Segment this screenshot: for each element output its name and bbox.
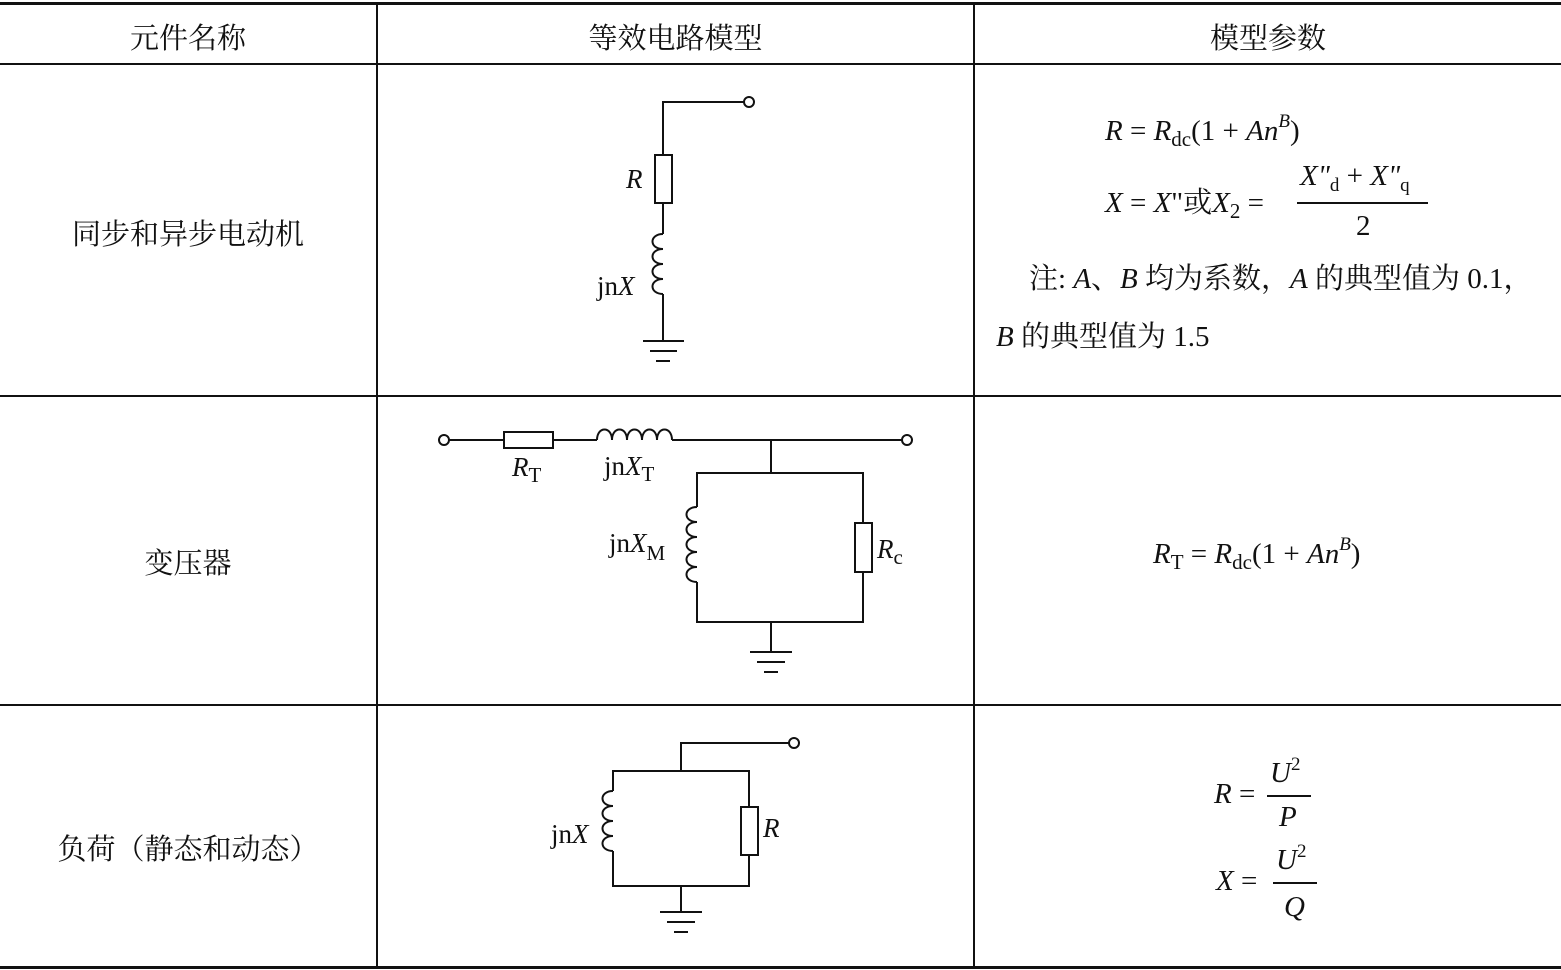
row-name-load: 负荷（静态和动态） xyxy=(57,832,319,866)
motor-x-equation: X = X"或$X_2$ = xyxy=(1105,187,1264,223)
motor-r-equation: $R = R_{dc}(1 + An^B)$ xyxy=(1105,111,1300,151)
motor-note-line1: 注: A、B 均为系数，A 的典型值为 0.1， xyxy=(1029,263,1533,295)
row-name-motor: 同步和异步电动机 xyxy=(71,217,304,251)
load-r-label: R xyxy=(763,813,780,843)
load-shunt-top xyxy=(613,771,749,807)
motor-note-line2: B 的典型值为 1.5 xyxy=(996,321,1210,353)
transformer-circuit xyxy=(439,430,912,673)
load-wire-top xyxy=(681,743,789,771)
xfmr-rt-equation: $R_T = R_{dc}(1 + An^B)$ xyxy=(1153,534,1361,574)
xfmr-rt-label: $R_T$ xyxy=(512,452,542,487)
motor-wire-top xyxy=(663,102,744,155)
motor-x2-denominator: 2 xyxy=(1356,210,1371,242)
xfmr-shunt-bottom xyxy=(697,572,863,622)
load-r-equation-lhs: R = xyxy=(1214,778,1256,810)
motor-r-label: R xyxy=(626,164,643,194)
load-x-denominator: Q xyxy=(1284,891,1305,923)
motor-terminal xyxy=(744,97,754,107)
xfmr-xm-label: jnX$_M$ xyxy=(609,528,666,565)
row-name-transformer: 变压器 xyxy=(144,546,232,580)
load-terminal xyxy=(789,738,799,748)
xfmr-series-inductor xyxy=(597,430,672,441)
xfmr-core-resistor xyxy=(855,523,872,572)
header-model-parameters: 模型参数 xyxy=(1209,21,1326,55)
header-component-name: 元件名称 xyxy=(129,21,246,55)
header-equivalent-circuit: 等效电路模型 xyxy=(588,21,763,55)
motor-ground-icon xyxy=(643,341,684,361)
motor-x2-numerator: $X"_d$ + $X"_q$ xyxy=(1300,160,1410,196)
xfmr-shunt-top xyxy=(697,473,863,523)
xfmr-series-resistor xyxy=(504,432,553,448)
load-shunt-bottom xyxy=(613,851,749,886)
xfmr-rc-label: $R_c$ xyxy=(877,534,903,569)
load-resistor xyxy=(741,807,758,855)
motor-circuit xyxy=(643,97,754,361)
xfmr-magnetizing-inductor xyxy=(687,507,698,582)
load-x-label: jnX xyxy=(551,819,589,849)
load-ground-icon xyxy=(660,912,702,932)
load-r-numerator: $U^2$ xyxy=(1270,754,1301,789)
xfmr-xt-label: jnX$_T$ xyxy=(604,451,655,486)
load-r-denominator: P xyxy=(1279,801,1297,833)
motor-resistor xyxy=(655,155,672,203)
motor-x-label: jnX xyxy=(597,271,635,301)
xfmr-ground-icon xyxy=(750,652,792,672)
xfmr-terminal-left xyxy=(439,435,449,445)
load-x-equation-lhs: X = xyxy=(1216,865,1258,897)
load-x-numerator: $U^2$ xyxy=(1276,841,1307,876)
load-inductor xyxy=(603,791,614,851)
xfmr-terminal-right xyxy=(902,435,912,445)
motor-inductor xyxy=(653,234,664,294)
